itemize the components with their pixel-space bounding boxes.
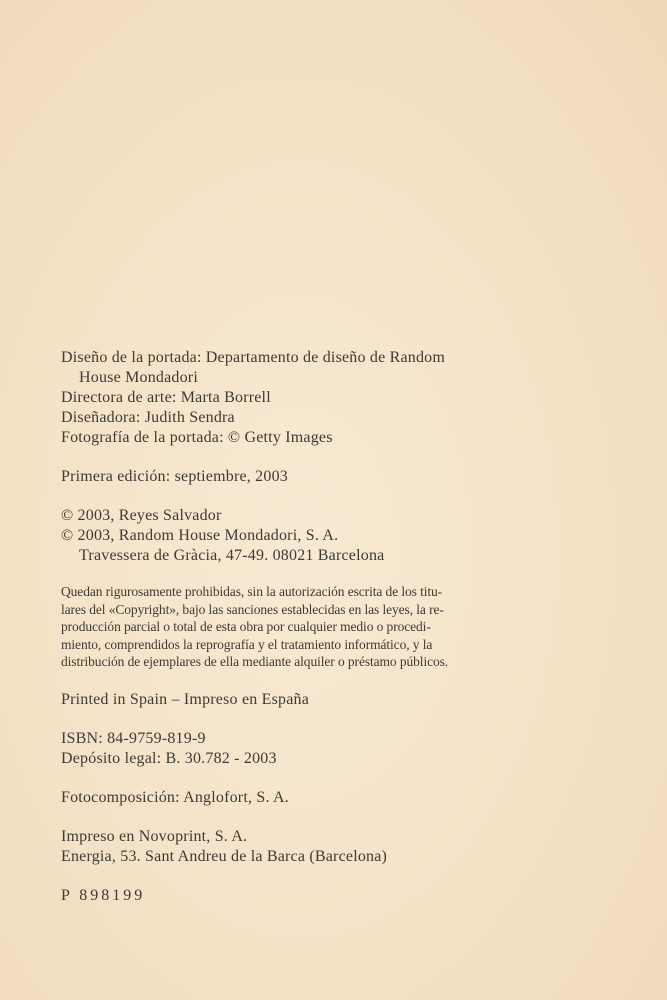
legal-notice-line: Quedan rigurosamente prohibidas, sin la autorización escrita de los titu- [61, 584, 443, 599]
legal-notice-line: distribución de ejemplares de ella mediante alquiler o préstamo públicos. [61, 654, 449, 669]
credits-block [61, 348, 531, 448]
typesetting: Fotocomposición: Anglofort, S. A. [61, 788, 289, 806]
legal-notice-line: miento, comprendidos la reprografía y el tratamiento informático, y la [61, 636, 433, 652]
publisher-address: Travessera de Gràcia, 47-49. 08021 Barcelona [79, 547, 385, 564]
copyright-author: © 2003, Reyes Salvador [61, 507, 222, 524]
printed-in-spain: Printed in Spain – Impreso en España [61, 690, 310, 708]
catalog-block [61, 886, 531, 906]
credit-cover-design-cont: House Mondadori [79, 369, 198, 386]
isbn-block [61, 729, 531, 769]
first-edition: Primera edición: septiembre, 2003 [61, 468, 288, 485]
isbn: ISBN: 84-9759-819-9 [61, 729, 206, 747]
catalog-number: P 898199 [61, 886, 146, 904]
credit-art-director: Directora de arte: Marta Borrell [61, 389, 271, 406]
edition-block [61, 467, 531, 487]
typesetting-block [61, 788, 531, 808]
credit-designer: Diseñadora: Judith Sendra [61, 409, 235, 426]
printer-block [61, 827, 531, 867]
legal-deposit: Depósito legal: B. 30.782 - 2003 [61, 749, 277, 767]
printed-block [61, 690, 531, 710]
legal-notice-line: producción parcial o total de esta obra por cualquier medio o procedi- [61, 619, 431, 634]
copyright-block [61, 506, 531, 566]
credit-cover-photo: Fotografía de la portada: © Getty Images [61, 429, 333, 446]
credit-cover-design: Diseño de la portada: Departamento de diseño de Random [61, 349, 446, 366]
printer-address: Energia, 53. Sant Andreu de la Barca (Barcelona) [61, 847, 388, 865]
printer-name: Impreso en Novoprint, S. A. [61, 827, 248, 845]
copyright-page [61, 348, 531, 906]
legal-notice [61, 583, 531, 671]
copyright-publisher: © 2003, Random House Mondadori, S. A. [61, 527, 339, 544]
legal-notice-line: lares del «Copyright», bajo las sanciones establecidas en las leyes, la re- [61, 601, 444, 617]
